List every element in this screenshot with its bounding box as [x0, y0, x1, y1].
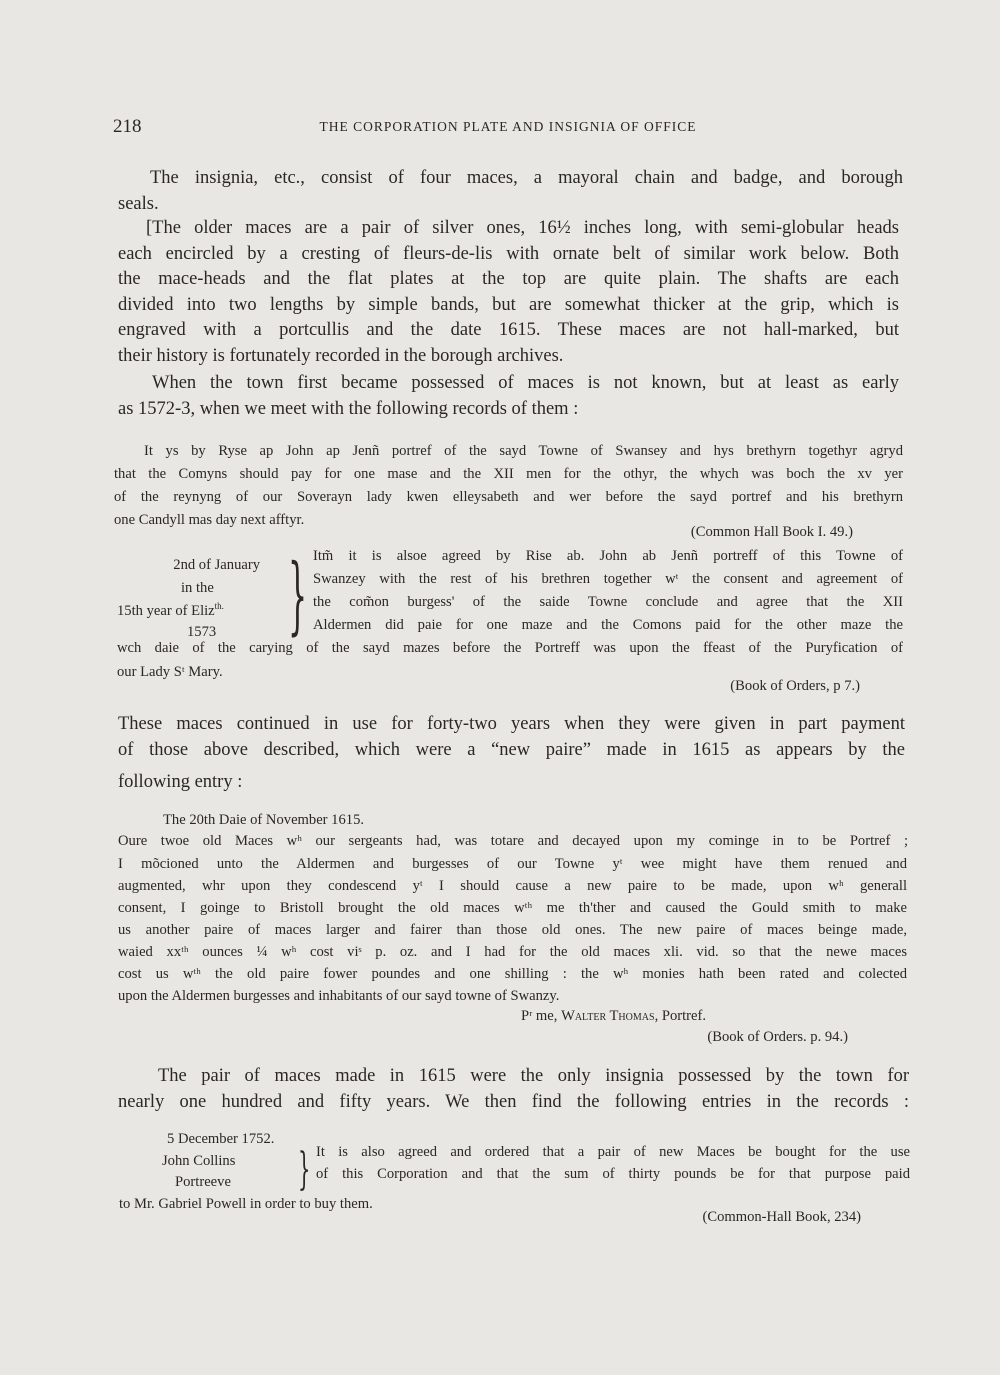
quotation-line: to Mr. Gabriel Powell in order to buy them. — [119, 1196, 373, 1212]
quotation-line: that the Comyns should pay for one mase and the XII men for the othyr, the whych was boch the xv yer — [114, 466, 903, 482]
paragraph-line: their history is fortunately recorded in the borough archives. — [118, 346, 564, 366]
source-citation: (Common Hall Book I. 49.) — [690, 524, 853, 540]
margin-note-line: Portreeve — [175, 1174, 231, 1190]
quotation-line: waied xxᵗʰ ounces ¼ wʰ cost viˢ p. oz. and I had for the old maces xli. vid. so that the newe maces — [118, 944, 907, 960]
signature-line: Pʳ me, Walter Thomas, Portref. — [521, 1008, 707, 1024]
paragraph-line: of those above described, which were a “new paire” made in 1615 as appears by the — [118, 740, 905, 760]
quotation-line: our Lady Sᵗ Mary. — [117, 664, 223, 680]
quotation-line: Aldermen did paie for one maze and the Comons paid for the other maze the — [313, 617, 903, 633]
source-citation: (Book of Orders. p. 94.) — [707, 1029, 848, 1045]
paragraph-line: These maces continued in use for forty-two years when they were given in part payment — [118, 714, 905, 734]
paragraph-line: When the town first became possessed of maces is not known, but at least as early — [152, 373, 899, 393]
running-title: THE CORPORATION PLATE AND INSIGNIA OF OFFICE — [319, 119, 697, 134]
paragraph-line: seals. — [118, 194, 159, 214]
quotation-line: I mõcioned unto the Aldermen and burgesses of our Towne yᵗ wee might have them renued and — [118, 856, 907, 872]
quotation-line: wch daie of the carying of the sayd mazes before the Portreff was upon the ffeast of the Puryfication of — [117, 640, 903, 656]
quotation-line: augmented, whr upon they condescend yᵗ I should cause a new paire to be made, upon wʰ generall — [118, 878, 907, 894]
source-citation: (Common-Hall Book, 234) — [702, 1209, 861, 1225]
paragraph-line: engraved with a portcullis and the date 1615. These maces are not hall-marked, but — [118, 320, 899, 340]
margin-note-line: in the — [181, 580, 214, 596]
quotation-line: Swanzey with the rest of his brethren together wᵗ the consent and agreement of — [313, 571, 903, 587]
quotation-line: It is also agreed and ordered that a pair of new Maces be bought for the use — [316, 1144, 910, 1160]
quotation-line: Itm̃ it is alsoe agreed by Rise ab. John ab Jenñ portreff of this Towne of — [313, 548, 903, 564]
quotation-line: of the reynyng of our Soverayn lady kwen elleysabeth and wer before the sayd portref and his brethyrn — [114, 489, 903, 505]
paragraph-line: The insignia, etc., consist of four maces, a mayoral chain and badge, and borough — [150, 168, 903, 188]
margin-note-line: 15th year of Eliz$^{th.}$ — [117, 601, 224, 619]
margin-note-line: 2nd of January — [173, 557, 260, 573]
paragraph-line: following entry : — [118, 772, 243, 792]
quotation-line: of this Corporation and that the sum of thirty pounds be for that purpose paid — [316, 1166, 910, 1182]
quotation-line: It ys by Ryse ap John ap Jenñ portref of the sayd Towne of Swansey and hys brethyrn togethyr agryd — [144, 443, 903, 459]
paragraph-line: The pair of maces made in 1615 were the only insignia possessed by the town for — [158, 1066, 909, 1086]
quotation-line: Oure twoe old Maces wʰ our sergeants had, was totare and decayed upon my cominge in to be Portref ; — [118, 833, 908, 849]
paragraph-line: the mace-heads and the flat plates at the top are quite plain. The shafts are each — [118, 269, 899, 289]
paragraph-line: [The older maces are a pair of silver ones, 16½ inches long, with semi-globular heads — [146, 218, 899, 238]
quotation-line: consent, I goinge to Bristoll brought the old maces wᵗʰ me th'ther and caused the Gould smith to make — [118, 900, 907, 916]
source-citation: (Book of Orders, p 7.) — [730, 678, 860, 694]
margin-note-line: John Collins — [162, 1153, 236, 1169]
page-header — [113, 116, 903, 140]
page-number: 218 — [113, 116, 142, 137]
paragraph-line: as 1572-3, when we meet with the following records of them : — [118, 399, 579, 419]
quotation-line: cost us wᵗʰ the old paire fower poundes and one shilling : the wʰ monies hath been rated and colected — [118, 966, 907, 982]
quotation-date: 5 December 1752. — [167, 1131, 275, 1147]
brace-icon: } — [288, 548, 308, 645]
paragraph-line: nearly one hundred and fifty years. We then find the following entries in the records : — [118, 1092, 909, 1112]
quotation-line: upon the Aldermen burgesses and inhabitants of our sayd towne of Swanzy. — [118, 988, 560, 1004]
quotation-date: The 20th Daie of November 1615. — [163, 812, 365, 828]
quotation-line: one Candyll mas day next afftyr. — [114, 512, 305, 528]
paragraph-line: each encircled by a cresting of fleurs-de-lis with ornate belt of similar work below. Both — [118, 244, 899, 264]
quotation-line: us another paire of maces larger and fairer than those old ones. The new paire of maces beinge made, — [118, 922, 907, 938]
margin-note-line: 1573 — [187, 624, 217, 640]
quotation-line: the com̃on burgess' of the saide Towne conclude and agree that the XII — [313, 594, 903, 610]
brace-icon: } — [298, 1145, 311, 1196]
paragraph-line: divided into two lengths by simple bands, but are somewhat thicker at the grip, which is — [118, 295, 899, 315]
